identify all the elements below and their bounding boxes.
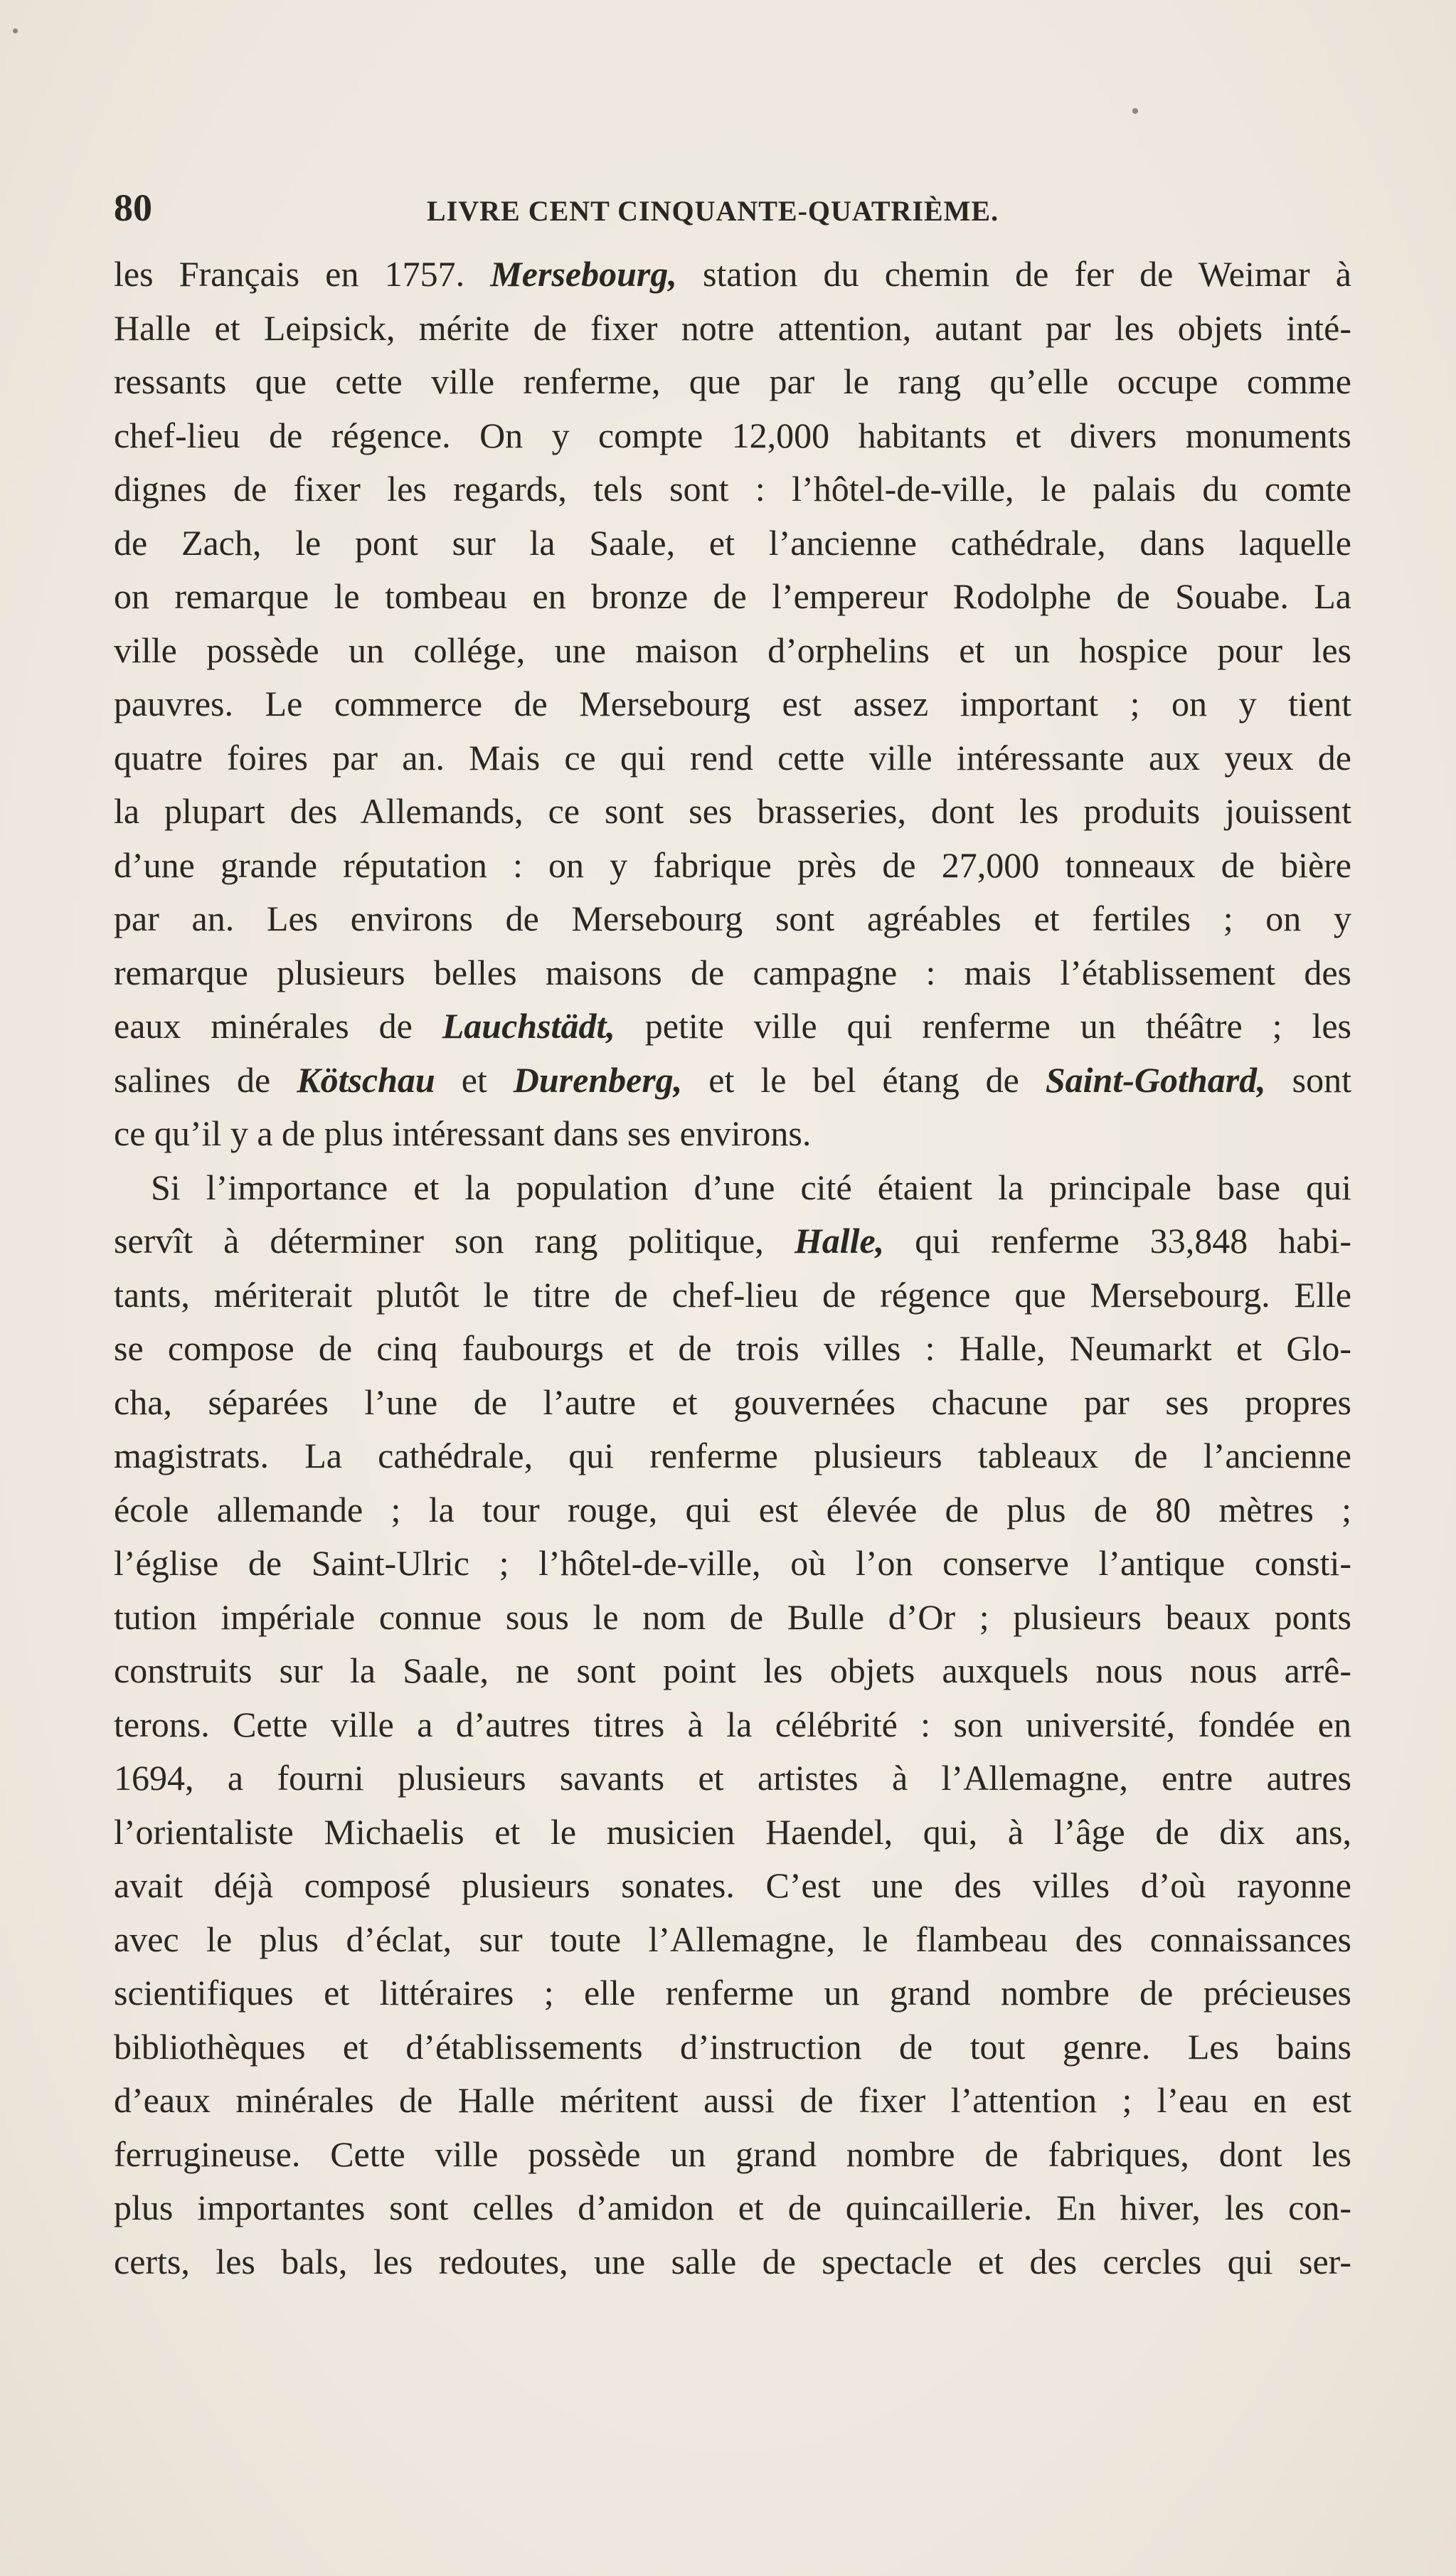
text-line <box>114 1214 1351 1268</box>
text-run: sont <box>1265 1059 1351 1100</box>
text-run: d’une grande réputation : on y fabrique près de 27,000 tonneaux de bière <box>114 844 1351 885</box>
text-line <box>114 1913 1351 1967</box>
text-run: on remarque le tombeau en bronze de l’empereur Rodolphe de Souabe. La <box>114 576 1351 616</box>
text-run: Halle et Leipsick, mérite de fixer notre attention, autant par les objets inté- <box>114 307 1351 348</box>
text-line <box>114 1376 1351 1430</box>
text-line <box>114 1806 1351 1860</box>
text-line <box>114 516 1351 571</box>
text-line <box>114 1591 1351 1645</box>
text-line <box>114 2181 1351 2235</box>
text-line <box>114 1268 1351 1323</box>
text-run: l’orientaliste Michaelis et le musicien Haendel, qui, à l’âge de dix ans, <box>114 1811 1351 1852</box>
text-line <box>114 624 1351 678</box>
italic-place-name: Kötschau <box>297 1059 435 1100</box>
text-line <box>114 2128 1351 2182</box>
text-line <box>114 570 1351 624</box>
text-run: petite ville qui renferme un théâtre ; les <box>615 1006 1351 1046</box>
text-run: avec le plus d’éclat, sur toute l’Allemagne, le flambeau des connaissances <box>114 1919 1351 1959</box>
text-run: école allemande ; la tour rouge, qui est élevée de plus de 80 mètres ; <box>114 1489 1351 1530</box>
text-line <box>114 1698 1351 1752</box>
text-line <box>114 1322 1351 1376</box>
text-run: se compose de cinq faubourgs et de trois villes : Halle, Neumarkt et Glo- <box>114 1328 1351 1368</box>
text-run: les Français en 1757. <box>114 254 491 294</box>
text-line <box>114 248 1351 302</box>
text-run: Si l’importance et la population d’une cité étaient la principale base qui <box>151 1167 1351 1207</box>
text-line <box>114 785 1351 839</box>
text-run: cha, séparées l’une de l’autre et gouvernées chacune par ses propres <box>114 1382 1351 1422</box>
text-run: quatre foires par an. Mais ce qui rend cette ville intéressante aux yeux de <box>114 737 1351 778</box>
text-run: scientifiques et littéraires ; elle renferme un grand nombre de précieuses <box>114 1973 1351 2013</box>
text-line <box>114 1107 1351 1161</box>
italic-place-name: Saint-Gothard, <box>1045 1059 1266 1100</box>
text-line <box>114 1483 1351 1537</box>
text-run: ressants que cette ville renferme, que par le rang qu’elle occupe comme <box>114 361 1351 401</box>
text-line <box>114 731 1351 785</box>
text-run: 1694, a fourni plusieurs savants et artistes à l’Allemagne, entre autres <box>114 1758 1351 1798</box>
text-run: bibliothèques et d’établissements d’instruction de tout genre. Les bains <box>114 2026 1351 2067</box>
text-line <box>114 1537 1351 1591</box>
text-run: dignes de fixer les regards, tels sont : l’hôtel-de-ville, le palais du comte <box>114 469 1351 509</box>
text-run: ville possède un collége, une maison d’orphelins et un hospice pour les <box>114 630 1351 670</box>
text-run: tants, mériterait plutôt le titre de chef-lieu de régence que Mersebourg. Elle <box>114 1274 1351 1315</box>
page-number: 80 <box>114 186 152 229</box>
text-line <box>114 1751 1351 1806</box>
text-line <box>114 409 1351 463</box>
text-line <box>114 892 1351 946</box>
text-line <box>114 677 1351 731</box>
paper-speck <box>13 28 18 33</box>
text-run: tution impériale connue sous le nom de Bulle d’Or ; plusieurs beaux ponts <box>114 1596 1351 1637</box>
text-run: qui renferme 33,848 habi- <box>884 1221 1351 1261</box>
text-line <box>114 1429 1351 1483</box>
text-line <box>114 1161 1351 1215</box>
text-run: de Zach, le pont sur la Saale, et l’ancienne cathédrale, dans laquelle <box>114 522 1351 563</box>
text-run: station du chemin de fer de Weimar à <box>676 254 1351 294</box>
text-run: ce qu’il y a de plus intéressant dans ses environs. <box>114 1113 812 1153</box>
text-run: construits sur la Saale, ne sont point les objets auxquels nous nous arrê- <box>114 1650 1351 1690</box>
text-line <box>114 302 1351 356</box>
italic-place-name: Mersebourg, <box>490 254 677 294</box>
italic-place-name: Lauchstädt, <box>442 1006 615 1046</box>
text-run: ferrugineuse. Cette ville possède un grand nombre de fabriques, dont les <box>114 2134 1351 2174</box>
text-run: plus importantes sont celles d’amidon et de quincaillerie. En hiver, les con- <box>114 2188 1351 2227</box>
text-run: chef-lieu de régence. On y compte 12,000 habitants et divers monuments <box>114 415 1351 455</box>
text-run: d’eaux minérales de Halle méritent aussi de fixer l’attention ; l’eau en est <box>114 2080 1351 2120</box>
text-run: et <box>435 1059 514 1100</box>
text-line <box>114 839 1351 893</box>
running-title: LIVRE CENT CINQUANTE-QUATRIÈME. <box>427 195 999 227</box>
text-line <box>114 2020 1351 2074</box>
text-run: salines de <box>114 1059 297 1100</box>
text-line <box>114 946 1351 1000</box>
text-run: l’église de Saint-Ulric ; l’hôtel-de-ville, où l’on conserve l’antique consti- <box>114 1543 1351 1583</box>
text-line <box>114 1966 1351 2020</box>
text-line <box>114 2074 1351 2128</box>
text-run: avait déjà composé plusieurs sonates. C’est une des villes d’où rayonne <box>114 1865 1351 1905</box>
paper-speck <box>1132 108 1138 114</box>
text-run: certs, les bals, les redoutes, une salle de spectacle et des cercles qui ser- <box>114 2241 1351 2281</box>
text-run: servît à déterminer son rang politique, <box>114 1221 795 1261</box>
text-line <box>114 2235 1351 2289</box>
body-text <box>114 248 1351 2289</box>
text-run: et le bel étang de <box>682 1059 1046 1100</box>
text-run: magistrats. La cathédrale, qui renferme plusieurs tableaux de l’ancienne <box>114 1436 1351 1475</box>
running-head <box>114 186 1351 229</box>
text-line <box>114 1644 1351 1698</box>
text-line <box>114 355 1351 409</box>
text-line <box>114 1000 1351 1054</box>
text-line <box>114 462 1351 516</box>
text-line <box>114 1054 1351 1108</box>
italic-place-name: Durenberg, <box>513 1059 683 1100</box>
text-run: eaux minérales de <box>114 1006 442 1046</box>
text-line <box>114 1859 1351 1913</box>
text-run: par an. Les environs de Mersebourg sont agréables et fertiles ; on y <box>114 899 1351 938</box>
italic-place-name: Halle, <box>794 1221 885 1261</box>
text-run: pauvres. Le commerce de Mersebourg est assez important ; on y tient <box>114 684 1351 723</box>
text-run: la plupart des Allemands, ce sont ses brasseries, dont les produits jouissent <box>114 791 1351 831</box>
text-run: terons. Cette ville a d’autres titres à la célébrité : son université, fondée en <box>114 1704 1351 1744</box>
text-run: remarque plusieurs belles maisons de campagne : mais l’établissement des <box>114 952 1351 992</box>
